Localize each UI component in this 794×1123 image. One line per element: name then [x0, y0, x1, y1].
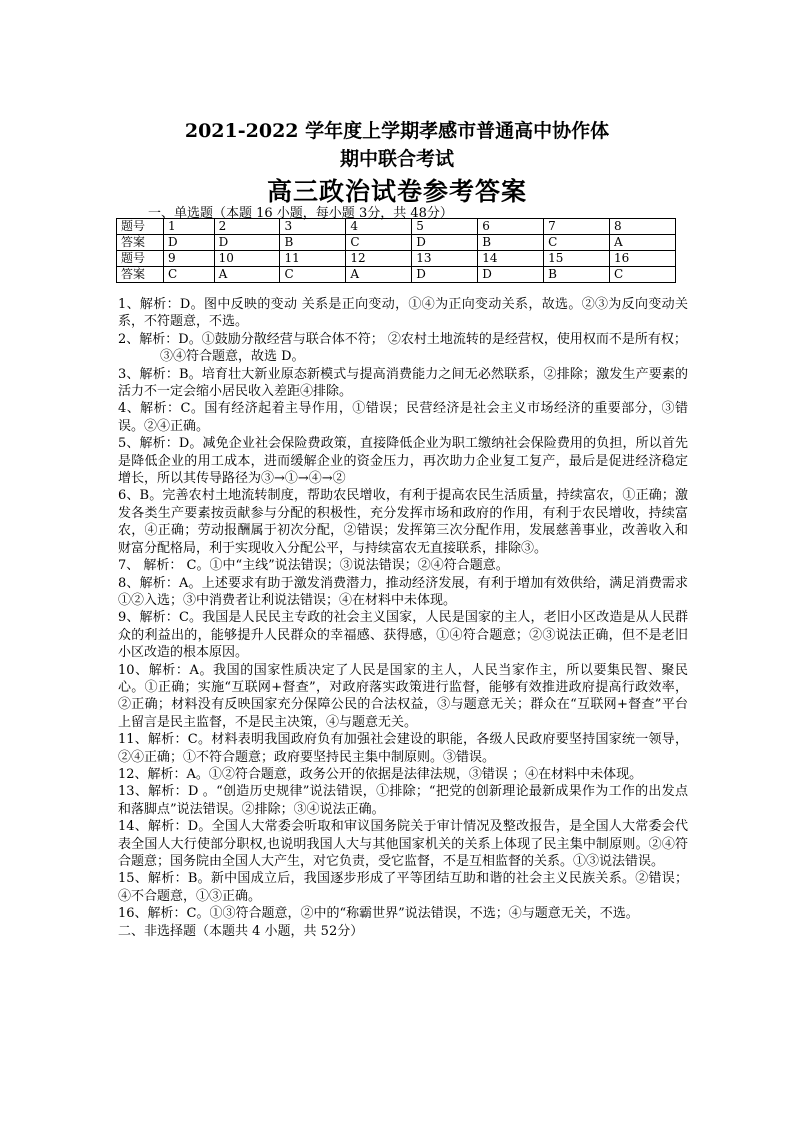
- answer-table: [116, 218, 676, 283]
- explanation-paragraph: 11、解析：C。材料表明我国政府负有加强社会建设的职能，各级人民政府要坚持国家统一领导，②④正确；①不符合题意；政府要坚持民主集中制原则。③错误。: [118, 732, 688, 765]
- exam-title-line3: 高三政治试卷参考答案: [266, 177, 527, 206]
- explanation-paragraph: 12、解析：A。①②符合题意，政务公开的依据是法律法规，③错误 ；④在材料中未体现。: [118, 766, 643, 782]
- table-cell: C: [544, 235, 610, 251]
- exam-title-line2: 期中联合考试: [339, 148, 454, 170]
- table-cell: B: [544, 267, 610, 283]
- table-cell: C: [280, 267, 346, 283]
- explanation-paragraph: ③④符合题意，故选 D。: [160, 349, 305, 365]
- table-cell: D: [164, 235, 215, 251]
- table-cell: 15: [544, 251, 610, 267]
- table-cell: 6: [478, 219, 544, 235]
- table-cell: D: [214, 235, 280, 251]
- table-cell: 7: [544, 219, 610, 235]
- section-heading-non-choice: 二、非选择题（本题共 4 小题，共 52分）: [118, 923, 364, 939]
- table-cell: 12: [346, 251, 412, 267]
- table-cell: 2: [214, 219, 280, 235]
- explanation-paragraph: 3、解析：B。培育壮大新业原态新模式与提高消费能力之间无必然联系，②排除；激发生产要素的活力不一定会缩小居民收入差距④排除。: [118, 366, 688, 400]
- section-heading-single-choice: 一、单选题（本题 16 小题，每小题 3分，共 48分）: [148, 206, 453, 221]
- table-row: [117, 267, 676, 283]
- table-cell: D: [412, 267, 478, 283]
- row-header-cell: 答案: [117, 235, 164, 251]
- table-cell: 13: [412, 251, 478, 267]
- explanation-paragraph: 1、解析：D。图中反映的变动 关系是正向变动，①④为正向变动关系，故选。②③为反向变动关系，不符题意，不选。: [118, 297, 688, 330]
- exam-title-line1: 2021-2022 学年度上学期孝感市普通高中协作体: [184, 120, 610, 142]
- explanation-paragraph: 5、解析：D。减免企业社会保险费政策，直接降低企业为职工缴纳社会保险费用的负担，所以首先是降低企业的用工成本，进而缓解企业的资金压力，再次助力企业复工复产，最后是促进经济稳定增长，所以其传导路径为③→①→④→②: [118, 436, 688, 487]
- table-cell: 8: [610, 219, 676, 235]
- table-cell: 14: [478, 251, 544, 267]
- table-cell: B: [478, 235, 544, 251]
- table-cell: D: [412, 235, 478, 251]
- table-cell: 16: [610, 251, 676, 267]
- explanation-paragraph: 6、B。完善农村土地流转制度，帮助农民增收，有利于提高农民生活质量，持续富农，①正确；激发各类生产要素按贡献参与分配的积极性，充分发挥市场和政府的作用，有利于农民增收，持续富农，④正确；劳动报酬属于初次分配，②错误；发挥第三次分配作用，发展慈善事业，改善收入和财富分配格局，利于实现收入分配公平，与持续富农无直接联系，排除③。: [118, 488, 688, 556]
- explanations: [118, 296, 688, 940]
- row-header-cell: 答案: [117, 267, 164, 283]
- explanation-paragraph: 10、解析：A。我国的国家性质决定了人民是国家的主人，人民当家作主，所以要集民智、聚民心。①正确；实施“互联网+督查”，对政府落实政策进行监督，能够有效推进政府提高行政效率，②正确；材料没有反映国家充分保障公民的合法权益，③与题意无关；群众在“互联网+督查”平台上留言是民主监督，不是民主决策，④与题意无关。: [118, 662, 688, 730]
- table-cell: 1: [164, 219, 215, 235]
- row-header-cell: 题号: [117, 251, 164, 267]
- table-cell: A: [214, 267, 280, 283]
- table-cell: 4: [346, 219, 412, 235]
- table-cell: 3: [280, 219, 346, 235]
- table-cell: C: [164, 267, 215, 283]
- table-row: [117, 235, 676, 251]
- table-cell: D: [478, 267, 544, 283]
- explanation-paragraph: 15、解析：B。新中国成立后，我国逐步形成了平等团结互助和谐的社会主义民族关系。②错误；④不合题意，①③正确。: [118, 871, 688, 904]
- explanation-paragraph: 16、解析：C。①③符合题意，②中的“称霸世界”说法错误，不选；④与题意无关，不选。: [118, 906, 639, 922]
- table-row: [117, 219, 676, 235]
- table-cell: C: [346, 235, 412, 251]
- explanation-paragraph: 4、解析：C。国有经济起着主导作用，①错误；民营经济是社会主义市场经济的重要部分，③错误。②④正确。: [118, 401, 688, 434]
- explanation-paragraph: 13、解析：D 。“创造历史规律”说法错误，①排除；“把党的创新理论最新成果作为工作的出发点和落脚点”说法错误。②排除；③④说法正确。: [118, 784, 688, 817]
- table-cell: A: [610, 235, 676, 251]
- table-cell: 10: [214, 251, 280, 267]
- table-cell: 5: [412, 219, 478, 235]
- explanation-paragraph: 8、解析：A。上述要求有助于激发消费潜力，推动经济发展，有利于增加有效供给，满足消费需求①②入选；③中消费者让利说法错误；④在材料中未体现。: [118, 575, 688, 608]
- explanation-paragraph: 2、解析：D。①鼓励分散经营与联合体不符； ②农村土地流转的是经营权，使用权而不是所有权；: [118, 331, 687, 347]
- table-cell: B: [280, 235, 346, 251]
- explanation-paragraph: 9、解析：C。我国是人民民主专政的社会主义国家，人民是国家的主人，老旧小区改造是从人民群众的利益出的，能够提升人民群众的幸福感、获得感，①④符合题意；②③说法正确，但不是老旧小区改造的根本原因。: [118, 610, 688, 661]
- table-cell: C: [610, 267, 676, 283]
- row-header-cell: 题号: [117, 219, 164, 235]
- table-cell: 11: [280, 251, 346, 267]
- table-cell: A: [346, 267, 412, 283]
- table-row: [117, 251, 676, 267]
- table-cell: 9: [164, 251, 215, 267]
- explanation-paragraph: 7、 解析： C。①中“主线”说法错误；③说法错误；②④符合题意。: [118, 558, 509, 574]
- explanation-paragraph: 14、解析：D。全国人大常委会听取和审议国务院关于审计情况及整改报告，是全国人大常委会代表全国人大行使部分职权,也说明我国人大与其他国家机关的关系上体现了民主集中制原则。②④符合题意；国务院由全国人大产生，对它负责，受它监督，不是互相监督的关系。①③说法错误。: [118, 819, 688, 869]
